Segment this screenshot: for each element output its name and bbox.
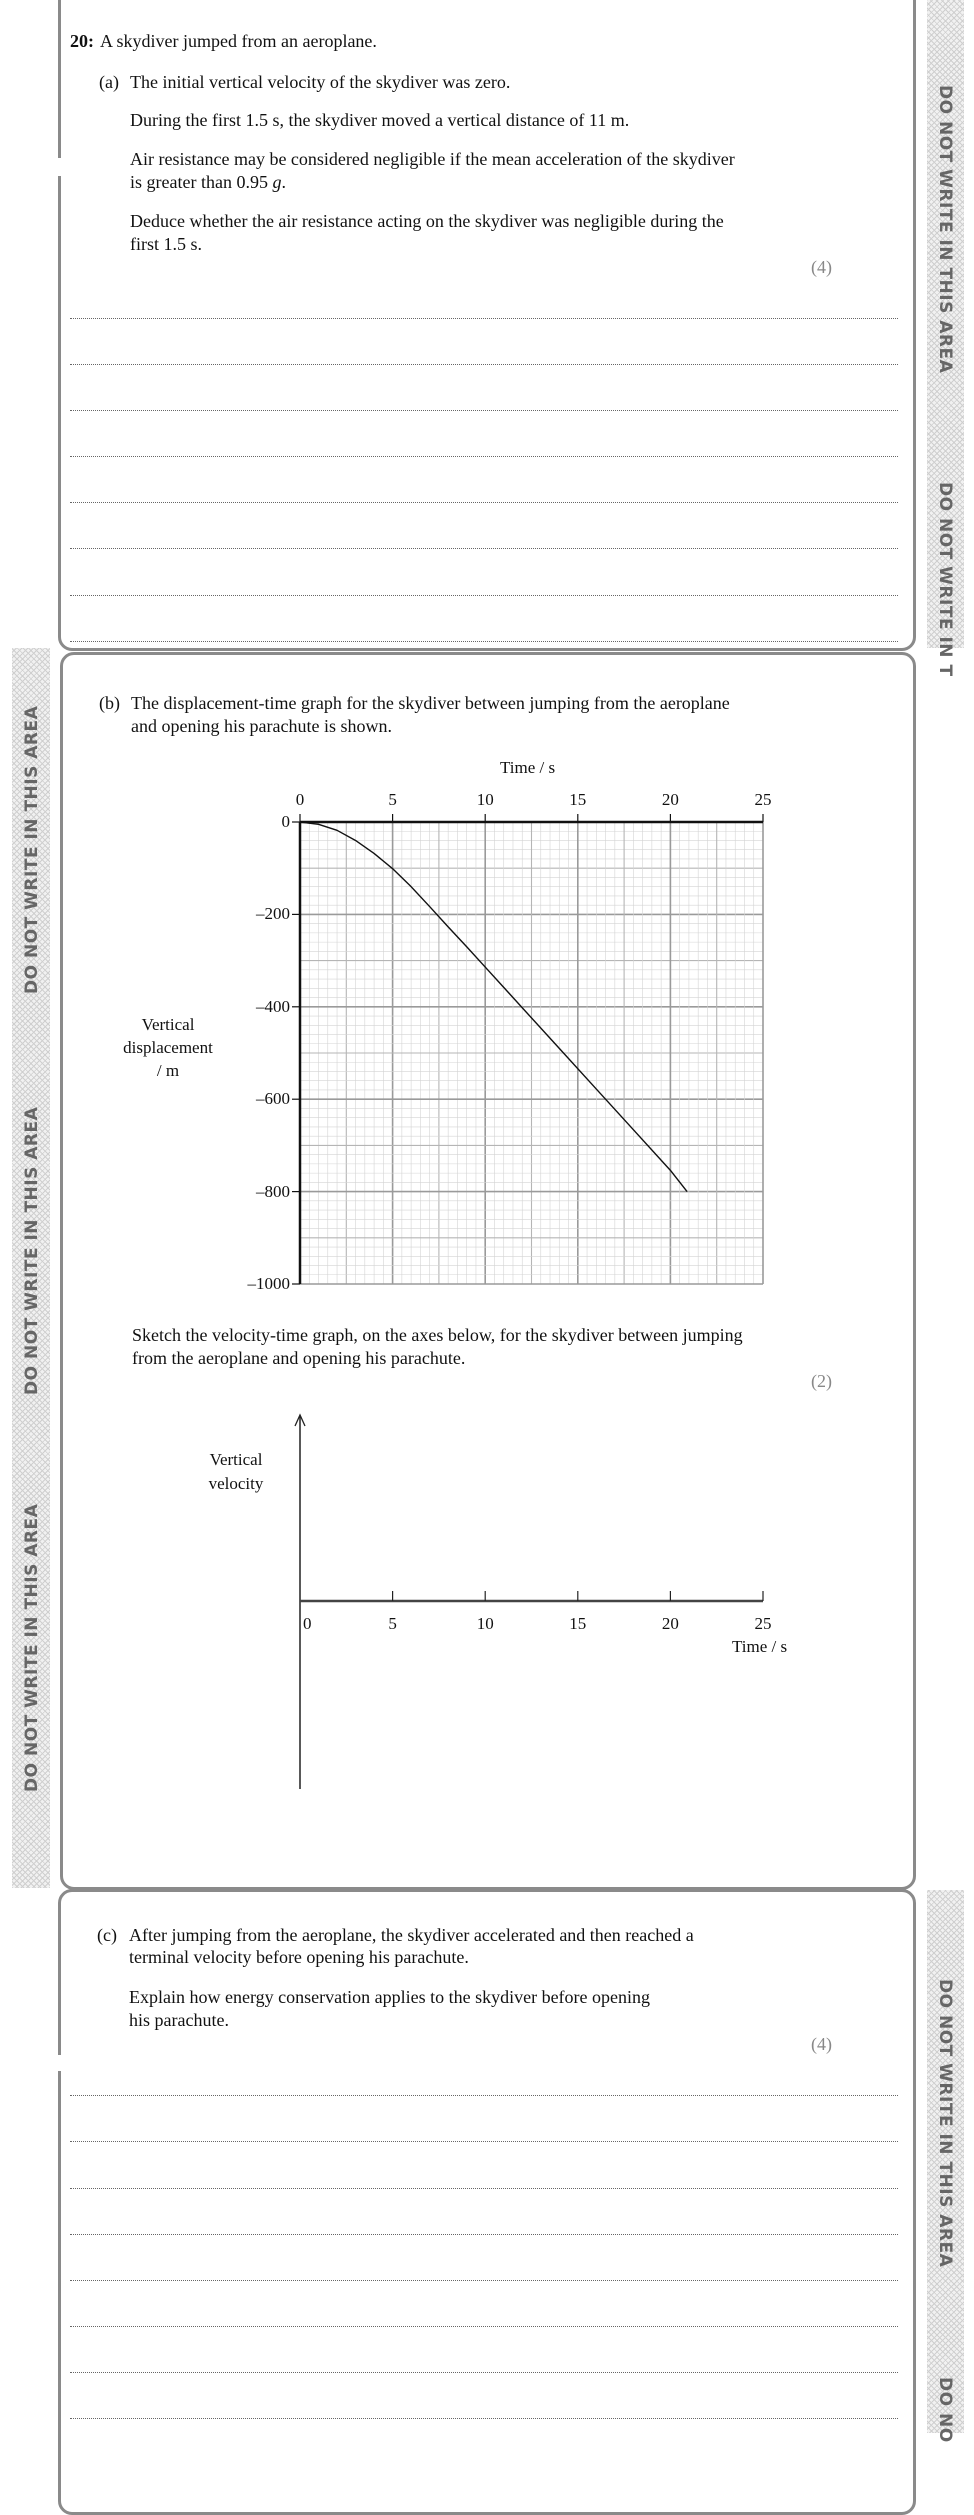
answer-line[interactable] — [70, 2418, 898, 2419]
part-c-text: Explain how energy conservation applies to the skydiver before opening — [129, 1987, 651, 2007]
part-a-text: The initial vertical velocity of the skydiver was zero. — [130, 72, 511, 92]
sketch-x-tick-label: 15 — [569, 1614, 587, 1633]
sketch-prompt: from the aeroplane and opening his parachute. — [132, 1348, 466, 1368]
y-tick-label: –600 — [256, 1089, 290, 1109]
answer-line[interactable] — [70, 2095, 898, 2096]
g-symbol: g — [272, 172, 282, 192]
sketch-x-tick-label: 5 — [388, 1614, 397, 1633]
part-c-text: terminal velocity before opening his parachute. — [129, 1947, 469, 1967]
y-tick-label: –400 — [256, 996, 290, 1016]
part-b-text: The displacement-time graph for the skydiver between jumping from the aeroplane — [131, 693, 730, 713]
answer-line[interactable] — [70, 2372, 898, 2373]
margin-warning: DO NOT WRITE IN THIS AREA — [935, 1979, 955, 2268]
sketch-ylabel-line: Vertical — [209, 1450, 263, 1469]
y-tick-label: –200 — [256, 904, 290, 924]
part-a-label: (a) — [99, 72, 119, 92]
x-tick-label: 20 — [661, 790, 679, 809]
margin-warning: DO NOT WRITE IN THIS AREA — [22, 1503, 42, 1792]
part-a-text: During the first 1.5 s, the skydiver moved a vertical distance of 11 m. — [130, 110, 630, 130]
x-tick-label: 10 — [476, 790, 494, 809]
part-c-text: After jumping from the aeroplane, the skydiver accelerated and then reached a — [129, 1925, 694, 1945]
chart-ylabel-line: / m — [156, 1061, 180, 1080]
part-c-label: (c) — [97, 1925, 117, 1945]
margin-warning: DO NOT WRITE IN THIS AREA — [935, 85, 955, 374]
question-intro: A skydiver jumped from an aeroplane. — [100, 31, 377, 51]
answer-line[interactable] — [70, 2280, 898, 2281]
margin-warning: DO NO — [935, 2377, 955, 2443]
y-tick-label: –1000 — [247, 1274, 290, 1293]
part-b-text: and opening his parachute is shown. — [131, 716, 392, 736]
part-c-text: his parachute. — [129, 2010, 229, 2030]
x-tick-label: 15 — [569, 790, 587, 809]
answer-line[interactable] — [70, 2188, 898, 2189]
question-c-box — [58, 1889, 916, 2515]
period: . — [281, 172, 286, 192]
border-gap — [56, 2055, 62, 2071]
part-b-label: (b) — [99, 693, 120, 713]
sketch-ylabel-line: velocity — [208, 1474, 264, 1493]
part-a-text: first 1.5 s. — [130, 234, 202, 254]
sketch-x-tick-label: 20 — [661, 1614, 679, 1633]
question-number: 20: — [70, 31, 94, 51]
answer-line[interactable] — [70, 2234, 898, 2235]
sketch-axes[interactable] — [0, 1400, 974, 1800]
part-a-text: Deduce whether the air resistance acting on the skydiver was negligible during the — [130, 211, 724, 231]
y-tick-label: 0 — [281, 812, 290, 831]
sketch-x-tick-label: 10 — [476, 1614, 494, 1633]
answer-line[interactable] — [70, 2141, 898, 2142]
margin-warning: DO NOT WRITE IN THIS AREA — [22, 1106, 42, 1395]
margin-warning: DO NOT WRITE IN THIS AREA — [22, 705, 42, 994]
x-tick-label: 5 — [388, 790, 397, 809]
margin-warning: DO NOT WRITE IN T — [935, 482, 955, 677]
sketch-prompt: Sketch the velocity-time graph, on the axes below, for the skydiver between jumping — [132, 1325, 743, 1345]
marks-b: (2) — [811, 1371, 832, 1391]
sketch-x-tick-label: 0 — [303, 1614, 312, 1633]
part-a-text-span: is greater than 0.95 — [130, 172, 268, 192]
y-tick-label: –800 — [256, 1181, 290, 1201]
sketch-xlabel: Time / s — [732, 1637, 788, 1656]
marks-a: (4) — [811, 257, 832, 277]
chart-ylabel-line: displacement — [123, 1038, 213, 1057]
answer-line[interactable] — [70, 2326, 898, 2327]
chart-xlabel: Time / s — [500, 758, 556, 777]
marks-c: (4) — [811, 2034, 832, 2054]
x-tick-label: 0 — [295, 790, 305, 809]
sketch-x-tick-label: 25 — [754, 1614, 772, 1633]
part-a-text: Air resistance may be considered negligible if the mean acceleration of the skydiver — [130, 149, 735, 169]
x-tick-label: 25 — [754, 790, 772, 809]
chart-ylabel-line: Vertical — [141, 1015, 195, 1034]
sketch-ylabel — [186, 1448, 286, 1496]
